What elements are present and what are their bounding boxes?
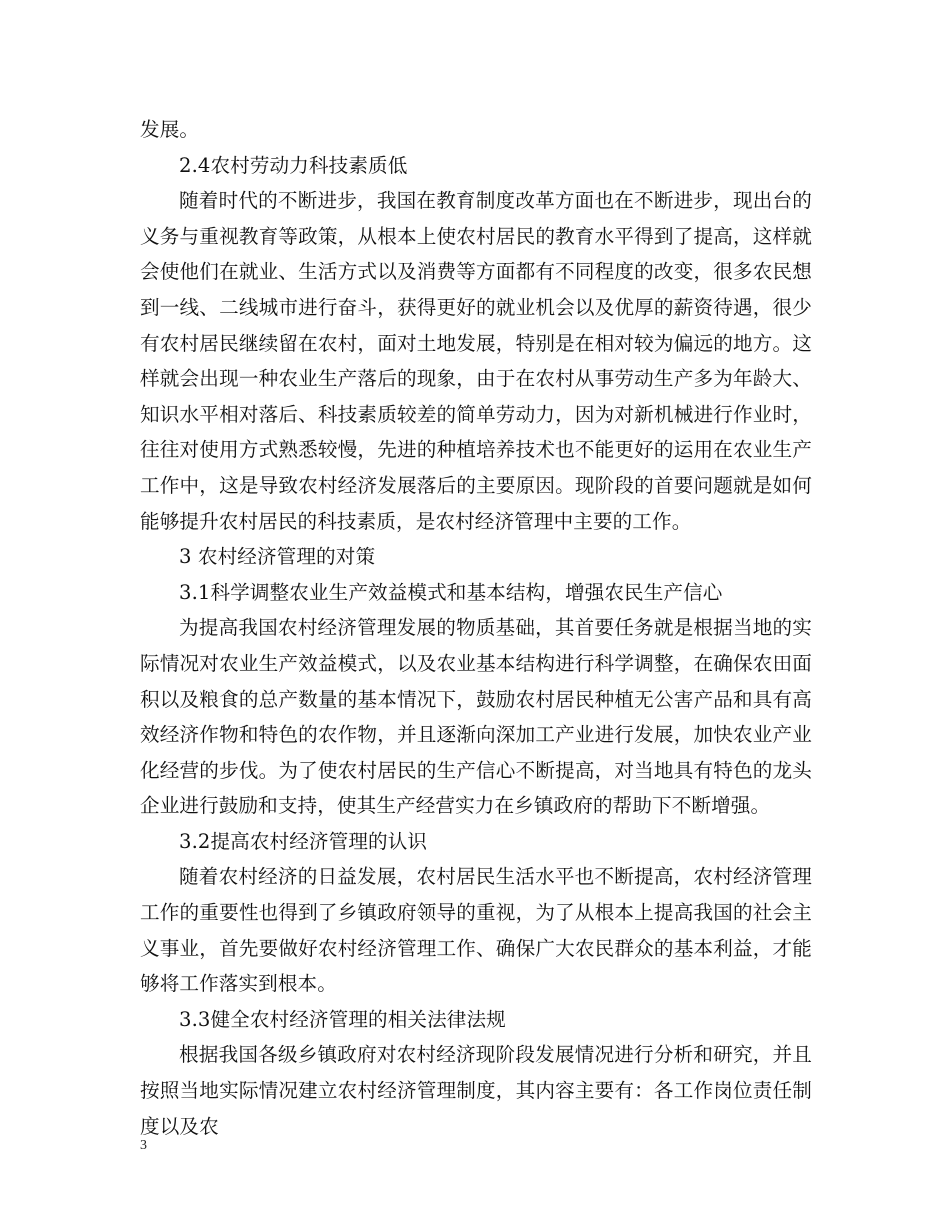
paragraph-continuation: 发展。 [140, 118, 200, 141]
section-heading-3-3: 3.3健全农村经济管理的相关法律法规 [179, 1007, 506, 1031]
paragraph: 为提高我国农村经济管理发展的物质基础，其首要任务就是根据当地的实际情况对农业生产效益模式，以及农业基本结构进行科学调整，在确保农田面积以及粮食的总产数量的基本情况下，鼓励农村居民种植无公害产品和具有高效经济作物和特色的农作物，并且逐渐向深加工产业进行发展，加快农业产业化经营的步伐。为了使农村居民的生产信心不断提高，对当地具有特色的龙头企业进行鼓励和支持，使其生产经营实力在乡镇政府的帮助下不断增强。 [140, 616, 812, 818]
paragraph: 随着时代的不断进步，我国在教育制度改革方面也在不断进步，现出台的义务与重视教育等政策，从根本上使农村居民的教育水平得到了提高，这样就会使他们在就业、生活方式以及消费等方面都有不同程度的改变，很多农民想到一线、二线城市进行奋斗，获得更好的就业机会以及优厚的薪资待遇，很少有农村居民继续留在农村，面对土地发展，特别是在相对较为偏远的地方。这样就会出现一种农业生产落后的现象，由于在农村从事劳动生产多为年龄大、知识水平相对落后、科技素质较差的简单劳动力，因为对新机械进行作业时，往往对使用方式熟悉较慢，先进的种植培养技术也不能更好的运用在农业生产工作中，这是导致农村经济发展落后的主要原因。现阶段的首要问题就是如何能够提升农村居民的科技素质，是农村经济管理中主要的工作。 [140, 189, 812, 533]
paragraph: 根据我国各级乡镇政府对农村经济现阶段发展情况进行分析和研究，并且按照当地实际情况建立农村经济管理制度，其内容主要有：各工作岗位责任制度以及农 [140, 1043, 812, 1138]
page-number: 3 [140, 1138, 147, 1153]
section-heading-3-2: 3.2提高农村经济管理的认识 [179, 829, 428, 853]
document-body [140, 112, 812, 1144]
section-heading-3-1: 3.1科学调整农业生产效益模式和基本结构，增强农民生产信心 [179, 580, 723, 604]
section-heading-2-4: 2.4农村劳动力科技素质低 [179, 153, 408, 177]
paragraph: 随着农村经济的日益发展，农村居民生活水平也不断提高，农村经济管理工作的重要性也得到了乡镇政府领导的重视，为了从根本上提高我国的社会主义事业，首先要做好农村经济管理工作、确保广大农民群众的基本利益，才能够将工作落实到根本。 [140, 865, 812, 996]
section-heading-3: 3 农村经济管理的对策 [179, 545, 376, 569]
